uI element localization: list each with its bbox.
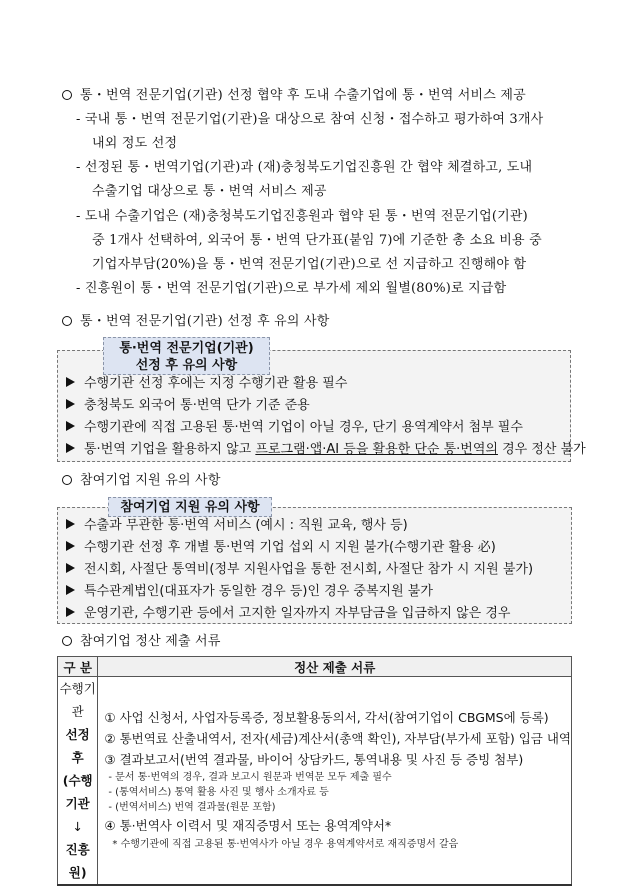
caution-item [66,376,347,392]
category-line: 수행기관 [59,681,96,719]
arrow-down-icon: ↓ [72,819,83,834]
category-line: 선정 후 [65,727,90,765]
circle-bullet-icon [62,475,72,485]
support-caution-item [66,606,511,622]
section1-item-2-line1: - 선정된 통・번역기업(기관)과 (재)충청북도기업진흥원 간 협약 체결하고, 도내 [76,160,533,175]
section1-item-1-line1: - 국내 통・번역 전문기업(기관)을 대상으로 참여 신청・접수하고 평가하여 3개사 [76,112,544,127]
selection-caution-label [103,337,270,375]
header-documents: 정산 제출 서류 [98,657,572,677]
section4-heading-text: 참여기업 정산 제출 서류 [80,634,221,649]
label-line1: 통·번역 전문기업(기관) [119,341,254,356]
section1-item-3-line2: 중 1개사 선택하여, 외국어 통・번역 단가표(붙임 7)에 기준한 총 소요 비용 중 [92,233,542,248]
caution-item-text: 통·번역 기업을 활용하지 않고 [84,442,256,457]
triangle-bullet-icon [66,563,75,573]
documents-cell [98,677,572,886]
triangle-bullet-icon [66,399,75,409]
triangle-bullet-icon [66,443,75,453]
caution-item [66,420,523,436]
section1-item-3-line1: - 도내 수출기업은 (재)충청북도기업진흥원과 협약 된 통・번역 전문기업(기관) [76,209,528,224]
support-caution-item-text: 운영기관, 수행기관 등에서 고지한 일자까지 자부담금을 입금하지 않은 경우 [84,606,511,621]
triangle-bullet-icon [66,377,75,387]
section1-item-1-line2: 내외 정도 선정 [92,136,178,151]
triangle-bullet-icon [66,421,75,431]
section1-item-2-line2: 수출기업 대상으로 통・번역 서비스 제공 [92,184,327,199]
category-cell [58,677,98,886]
support-caution-item-text: 수행기관 선정 후 개별 통·번역 기업 섭외 시 지원 불가(수행기관 활용 必) [84,540,496,555]
triangle-bullet-icon [66,541,75,551]
document-item: ③ 결과보고서(번역 결과물, 바이어 상담카드, 통역내용 및 사진 등 증빙 첨부) [104,752,524,767]
triangle-bullet-icon [66,607,75,617]
document-item: ① 사업 신청서, 사업자등록증, 정보활용동의서, 각서(참여기업이 CBGMS에 등록) [104,710,549,725]
section1-item-4-line1: - 진흥원이 통・번역 전문기업(기관)으로 부가세 제외 월별(80%)로 지급함 [76,281,507,296]
support-caution-item [66,518,408,534]
circle-bullet-icon [62,90,72,100]
settlement-documents-table [57,656,572,886]
table-row [58,677,572,886]
support-caution-label: 참여기업 지원 유의 사항 [108,497,272,517]
category-line: 진흥원) [65,842,90,880]
section3-heading [62,473,221,489]
section1-heading-text: 통・번역 전문기업(기관) 선정 협약 후 도내 수출기업에 통・번역 서비스 제공 [80,88,526,103]
caution-item-text: 수행기관에 직접 고용된 통·번역 기업이 아닐 경우, 단기 용역계약서 첨부 필수 [84,420,523,435]
triangle-bullet-icon [66,519,75,529]
caution-item-underlined-text: 프로그램·앱·AI 등을 활용한 단순 통·번역의 [255,442,498,457]
category-line: (수행기관 [62,773,93,811]
caution-item [66,442,586,458]
document-sub-item: - 문서 통·번역의 경우, 결과 보고시 원문과 번역문 모두 제출 필수 [108,772,392,783]
section1-item-3-line3: 기업자부담(20%)을 통・번역 전문기업(기관)으로 선 지급하고 진행해야 함 [92,257,527,272]
document-note: * 수행기관에 직접 고용된 통·번역사가 아닐 경우 용역계약서로 재직증명서 갈음 [112,839,459,850]
section2-heading [62,314,330,330]
caution-item-text: 수행기관 선정 후에는 지정 수행기관 활용 필수 [84,376,348,391]
triangle-bullet-icon [66,585,75,595]
support-caution-item [66,540,496,556]
section1-heading [62,88,526,104]
caution-item-text: 경우 정산 불가 [497,442,586,457]
document-item: ② 통번역료 산출내역서, 전자(세금)계산서(총액 확인), 자부담(부가세 포함) 입금 내역 [104,731,571,746]
document-item: ④ 통·번역사 이력서 및 재직증명서 또는 용역계약서* [104,818,392,833]
document-sub-item: - (번역서비스) 번역 결과물(원문 포함) [108,802,276,813]
support-caution-item-text: 수출과 무관한 통·번역 서비스 (예시 : 직원 교육, 행사 등) [84,518,408,533]
support-caution-box [57,507,572,624]
section2-heading-text: 통・번역 전문기업(기관) 선정 후 유의 사항 [80,314,330,329]
support-caution-item-text: 전시회, 사절단 통역비(정부 지원사업을 통한 전시회, 사절단 참가 시 지원 불가) [84,562,534,577]
support-caution-item-text: 특수관계법인(대표자가 동일한 경우 등)인 경우 중복지원 불가 [84,584,433,599]
caution-item-text: 충청북도 외국어 통·번역 단가 기준 준용 [84,398,310,413]
circle-bullet-icon [62,316,72,326]
document-sub-item: - (통역서비스) 통역 활용 사진 및 행사 소개자료 등 [108,787,329,798]
label-line2: 선정 후 유의 사항 [135,358,238,373]
section3-heading-text: 참여기업 지원 유의 사항 [80,473,221,488]
section4-heading [62,634,221,650]
table-header-row [58,657,572,677]
support-caution-item [66,562,533,578]
caution-item [66,398,310,414]
header-category: 구 분 [58,657,98,677]
circle-bullet-icon [62,636,72,646]
support-caution-item [66,584,433,600]
